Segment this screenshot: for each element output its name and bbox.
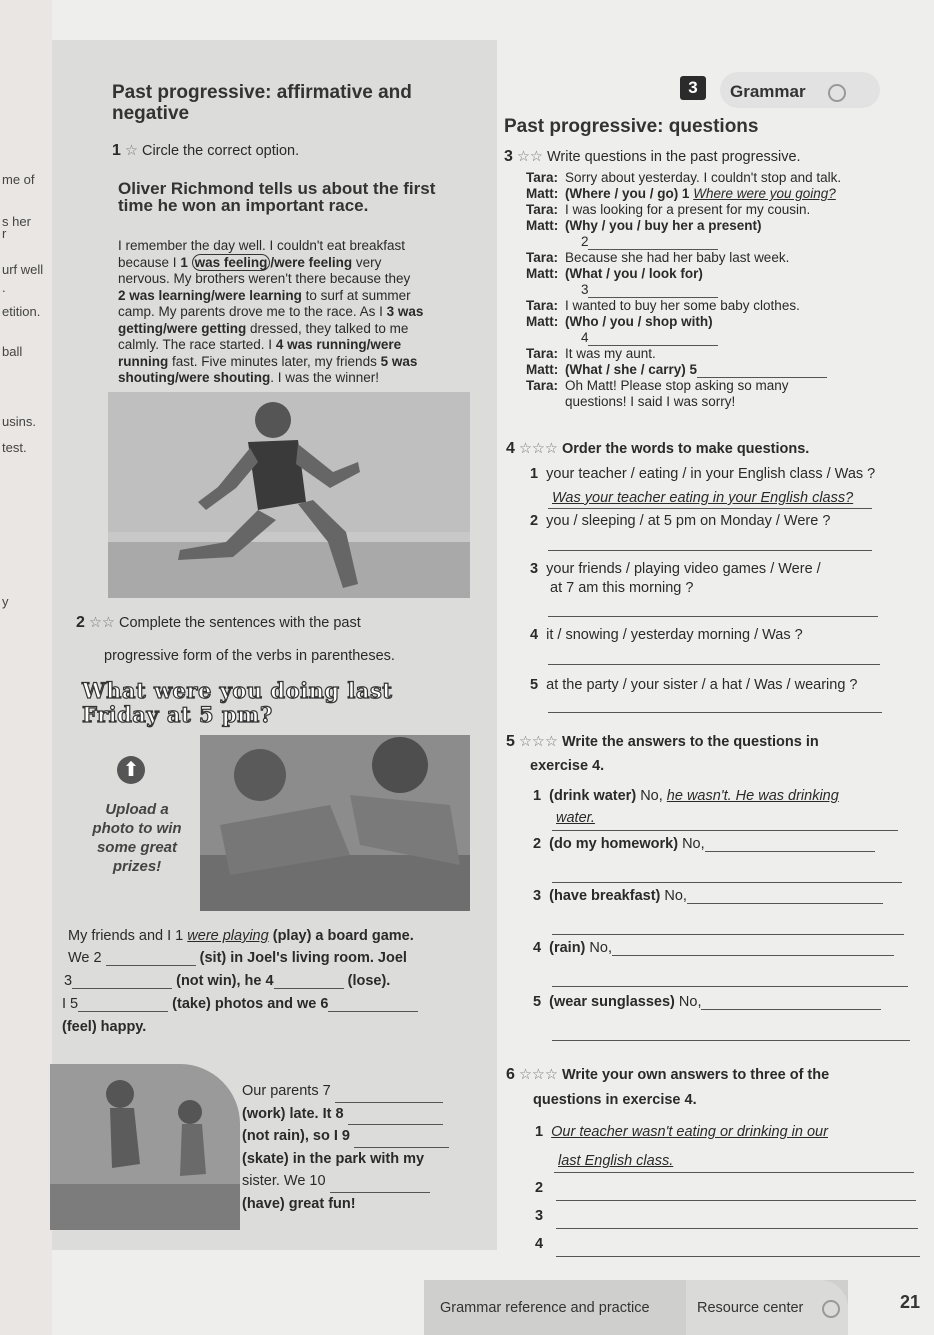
- story-line: calmly. The race started. I: [118, 337, 276, 352]
- line: (Who / you / shop with): [564, 314, 713, 329]
- ex-number: 5: [506, 733, 515, 750]
- promo-line: photo to win: [92, 820, 182, 837]
- ex-number: 2: [76, 614, 85, 631]
- item-number: 3: [533, 888, 542, 904]
- edge-text: me of: [2, 172, 35, 187]
- ex-number: 1: [112, 142, 121, 159]
- answer: water.: [556, 810, 595, 826]
- text: I 5: [62, 996, 79, 1012]
- ex6-heading: [506, 1066, 829, 1084]
- answer: last English class.: [558, 1153, 674, 1169]
- story-text: [118, 238, 478, 387]
- prompt: it / snowing / yesterday morning / Was ?: [546, 627, 803, 643]
- prompt: your friends / playing video games / Were /: [546, 561, 821, 577]
- text: sister. We 10: [242, 1173, 326, 1189]
- text: No,: [589, 940, 612, 956]
- answer-blank[interactable]: [687, 903, 883, 904]
- star-icon: ☆☆☆: [518, 734, 558, 750]
- ex2-sentence: [68, 950, 407, 966]
- item-number: 4: [533, 940, 542, 956]
- ex5-item: [533, 940, 894, 956]
- speaker: [526, 234, 565, 250]
- text: (sit) in Joel's living room. Joel: [199, 950, 407, 966]
- line: (Why / you / buy her a present): [564, 218, 762, 233]
- speaker: Tara:: [526, 346, 559, 361]
- ex5-instruction: Write the answers to the questions in: [561, 734, 819, 750]
- item-number: 3: [535, 1208, 544, 1224]
- text: No,: [664, 888, 687, 904]
- speaker: Matt:: [526, 218, 559, 233]
- star-icon: ☆☆☆: [518, 1067, 558, 1083]
- ex5-item: [533, 788, 839, 804]
- answer-line: [554, 1172, 914, 1173]
- edge-text: s her: [2, 214, 31, 229]
- speaker: Tara:: [526, 202, 559, 217]
- answer: were playing: [187, 928, 269, 944]
- answer-line[interactable]: [556, 1256, 920, 1257]
- board-game-photo: [200, 735, 470, 911]
- prompt: at the party / your sister / a hat / Was / wearing ?: [546, 677, 858, 693]
- story-line: . I was the winner!: [270, 370, 380, 385]
- ex-number: 3: [504, 148, 513, 165]
- story-line: because I: [118, 254, 177, 270]
- ex-number: 6: [506, 1066, 515, 1083]
- answer-blank[interactable]: [106, 965, 196, 966]
- speaker: [526, 330, 565, 346]
- prompt: (drink water): [549, 788, 637, 804]
- edge-text: ball: [2, 344, 23, 359]
- circled-option[interactable]: was feeling: [192, 254, 271, 271]
- text: Our parents 7: [242, 1083, 331, 1099]
- text: (play) a board game.: [272, 928, 414, 944]
- item-number: 3: [580, 282, 589, 297]
- answer-blank[interactable]: [274, 988, 344, 989]
- upload-promo: [82, 800, 192, 876]
- item-number: 1: [180, 254, 188, 270]
- ex5-item: [533, 888, 883, 904]
- ex4-item: [530, 627, 803, 643]
- option[interactable]: 2 was learning/were learning: [118, 287, 302, 303]
- speaker: Tara:: [526, 250, 559, 265]
- ex2-instruction: Complete the sentences with the past: [118, 615, 361, 631]
- star-icon: ☆☆: [88, 615, 115, 631]
- right-title: Past progressive: questions: [504, 116, 759, 137]
- item-number: 1: [535, 1124, 544, 1140]
- line: Sorry about yesterday. I couldn't stop and talk.: [564, 170, 842, 185]
- option[interactable]: 5 was: [380, 353, 418, 369]
- story-line: fast. Five minutes later, my friends: [168, 353, 381, 369]
- answer-blank[interactable]: [72, 988, 172, 989]
- left-title-2: negative: [112, 103, 190, 124]
- item-number: 4: [530, 627, 539, 643]
- dialogue: [526, 170, 866, 410]
- ex4-item: [530, 677, 858, 693]
- unit-badge: 3: [680, 76, 706, 100]
- promo-line: some great: [96, 839, 178, 856]
- skate-photo: [50, 1064, 240, 1230]
- star-icon: ☆☆☆: [518, 441, 558, 457]
- left-title: Past progressive: affirmative and: [112, 82, 412, 103]
- option[interactable]: shouting/were shouting: [118, 370, 271, 385]
- story-line: to surf at summer: [301, 287, 411, 303]
- text: (skate) in the park with my: [242, 1150, 425, 1167]
- answer-line[interactable]: [552, 934, 904, 935]
- edge-text: .: [2, 280, 6, 295]
- post-headline: What were you doing last: [82, 678, 393, 703]
- promo-line: Upload a: [105, 801, 169, 818]
- answer-line[interactable]: [552, 882, 902, 883]
- item-number: 1: [530, 466, 539, 482]
- speaker: Tara:: [526, 170, 559, 185]
- answer-line[interactable]: [548, 550, 872, 551]
- star-icon: ☆☆: [516, 149, 543, 165]
- ex4-heading: [506, 440, 809, 458]
- text: We 2: [68, 950, 102, 966]
- text: My friends and I 1: [68, 928, 184, 944]
- ex4-item: [530, 513, 830, 529]
- ex2-instruction-2: progressive form of the verbs in parentheses.: [104, 648, 395, 664]
- edge-text: etition.: [2, 304, 41, 319]
- ex5-item: [533, 994, 881, 1010]
- answer-line[interactable]: [548, 712, 882, 713]
- edge-text: urf well: [2, 262, 44, 277]
- text: No,: [678, 994, 702, 1010]
- ex5-instruction-2: exercise 4.: [530, 758, 605, 774]
- line: It was my aunt.: [564, 346, 656, 361]
- edge-text: test.: [2, 440, 27, 455]
- ex5-item: [533, 836, 875, 852]
- resource-center-link[interactable]: Resource center: [697, 1300, 804, 1316]
- answer: Where were you going?: [693, 186, 836, 201]
- speaker: [526, 282, 565, 298]
- prompt: (have breakfast): [549, 888, 661, 904]
- answer-blank[interactable]: [612, 955, 894, 956]
- answer-line: [552, 830, 898, 831]
- ex3-heading: [504, 148, 801, 166]
- answer-blank[interactable]: [328, 1011, 418, 1012]
- text: (work) late. It 8: [242, 1105, 344, 1122]
- answer: Was your teacher eating in your English class?: [552, 490, 854, 506]
- prompt: you / sleeping / at 5 pm on Monday / Were ?: [546, 513, 831, 529]
- ex2-sentence: [68, 928, 414, 944]
- ex2-sentence: [64, 973, 390, 989]
- option[interactable]: /were feeling: [270, 254, 353, 270]
- answer-line[interactable]: [548, 616, 878, 617]
- answer-line: [548, 508, 872, 509]
- text: (take) photos and we 6: [172, 996, 329, 1012]
- ex2-sentence: (feel) happy.: [62, 1019, 147, 1035]
- item-number: 2: [530, 513, 539, 529]
- option[interactable]: 4 was running/were: [275, 337, 402, 352]
- line: (What / she / carry) 5: [564, 362, 697, 377]
- line: Oh Matt! Please stop asking so many: [564, 378, 789, 393]
- answer-line[interactable]: [548, 664, 880, 665]
- ex-number: 4: [506, 440, 515, 457]
- story-line: very: [352, 254, 382, 270]
- post-headline-2: Friday at 5 pm?: [82, 702, 273, 727]
- prompt: (do my homework): [549, 836, 679, 852]
- upload-arrow-icon[interactable]: ⬆: [117, 756, 145, 784]
- item-number: 5: [530, 677, 539, 693]
- item-number: 2: [533, 836, 542, 852]
- audio-icon: [828, 84, 846, 102]
- text: No,: [682, 836, 705, 852]
- story-line: nervous. My brothers weren't there because they: [118, 271, 411, 286]
- speaker: Matt:: [526, 314, 559, 329]
- speaker: Tara:: [526, 298, 559, 313]
- answer: Our teacher wasn't eating or drinking in our: [551, 1124, 828, 1140]
- ex6-instruction: Write your own answers to three of the: [561, 1067, 830, 1083]
- answer-line[interactable]: [552, 986, 908, 987]
- prompt: (rain): [549, 940, 586, 956]
- edge-text: y: [2, 594, 9, 609]
- story-line: camp. My parents drove me to the race. As I: [118, 304, 387, 319]
- story-line: I remember the day well. I couldn't eat breakfast: [118, 238, 405, 253]
- resource-icon: [822, 1300, 840, 1318]
- ex1-heading: [112, 142, 299, 160]
- text: (not rain), so I 9: [242, 1128, 350, 1144]
- ex2-heading: [76, 614, 361, 632]
- prompt: at 7 am this morning ?: [550, 580, 694, 596]
- option[interactable]: running: [118, 353, 169, 369]
- speaker: Matt:: [526, 266, 559, 281]
- item-number: 3: [530, 561, 539, 577]
- ex2-sentence: [62, 996, 418, 1012]
- item-number: 4: [580, 330, 589, 345]
- speaker: [526, 394, 565, 410]
- item-number: 2: [535, 1180, 544, 1196]
- ex5-heading: [506, 733, 819, 751]
- text: 3: [64, 973, 73, 989]
- item-number: 1: [533, 788, 542, 804]
- ex4-item: [530, 561, 821, 577]
- page-number: 21: [900, 1292, 921, 1312]
- answer: he wasn't. He was drinking: [666, 788, 839, 804]
- ex3-instruction: Write questions in the past progressive.: [546, 149, 801, 165]
- option[interactable]: 3 was: [386, 304, 424, 319]
- option[interactable]: getting/were getting: [118, 320, 247, 336]
- story-title: Oliver Richmond tells us about the first time he won an important race.: [118, 179, 436, 215]
- prompt: (wear sunglasses): [549, 994, 675, 1010]
- text: (lose).: [347, 973, 391, 989]
- ex4-instruction: Order the words to make questions.: [561, 441, 810, 457]
- speaker: Matt:: [526, 186, 559, 201]
- speaker: Matt:: [526, 362, 559, 377]
- item-number: 2: [580, 234, 589, 249]
- ex2-paragraph: [242, 1080, 449, 1215]
- text: No,: [640, 788, 663, 804]
- text: (not win), he 4: [176, 973, 274, 989]
- answer-line[interactable]: [556, 1228, 918, 1229]
- line: I was looking for a present for my cousin.: [564, 202, 811, 217]
- ex6-instruction-2: questions in exercise 4.: [533, 1092, 697, 1108]
- line: questions! I said I was sorry!: [564, 394, 736, 409]
- prompt: your teacher / eating / in your English class / Was ?: [546, 466, 876, 482]
- answer-blank[interactable]: [705, 851, 875, 852]
- edge-text: usins.: [2, 414, 36, 429]
- speaker: Tara:: [526, 378, 559, 393]
- ex1-instruction: Circle the correct option.: [141, 143, 300, 159]
- runner-photo: [108, 392, 470, 598]
- line: (Where / you / go) 1: [564, 186, 694, 201]
- item-number: 5: [533, 994, 542, 1010]
- edge-text: r: [2, 226, 7, 241]
- answer-line[interactable]: [552, 1040, 910, 1041]
- item-number: 4: [535, 1236, 544, 1252]
- answer-blank[interactable]: [78, 1011, 168, 1012]
- answer-line[interactable]: [556, 1200, 916, 1201]
- text: (have) great fun!: [242, 1195, 356, 1212]
- story-line: dressed, they talked to me: [246, 320, 409, 336]
- promo-line: prizes!: [112, 858, 162, 875]
- section-label: Grammar: [730, 82, 806, 101]
- ex4-item: [530, 466, 875, 482]
- line: (What / you / look for): [564, 266, 703, 281]
- grammar-reference-link[interactable]: Grammar reference and practice: [440, 1300, 650, 1316]
- ex6-item: [535, 1124, 828, 1140]
- line: Because she had her baby last week.: [564, 250, 790, 265]
- star-icon: ☆: [124, 143, 138, 159]
- answer-blank[interactable]: [701, 1009, 881, 1010]
- line: I wanted to buy her some baby clothes.: [564, 298, 800, 313]
